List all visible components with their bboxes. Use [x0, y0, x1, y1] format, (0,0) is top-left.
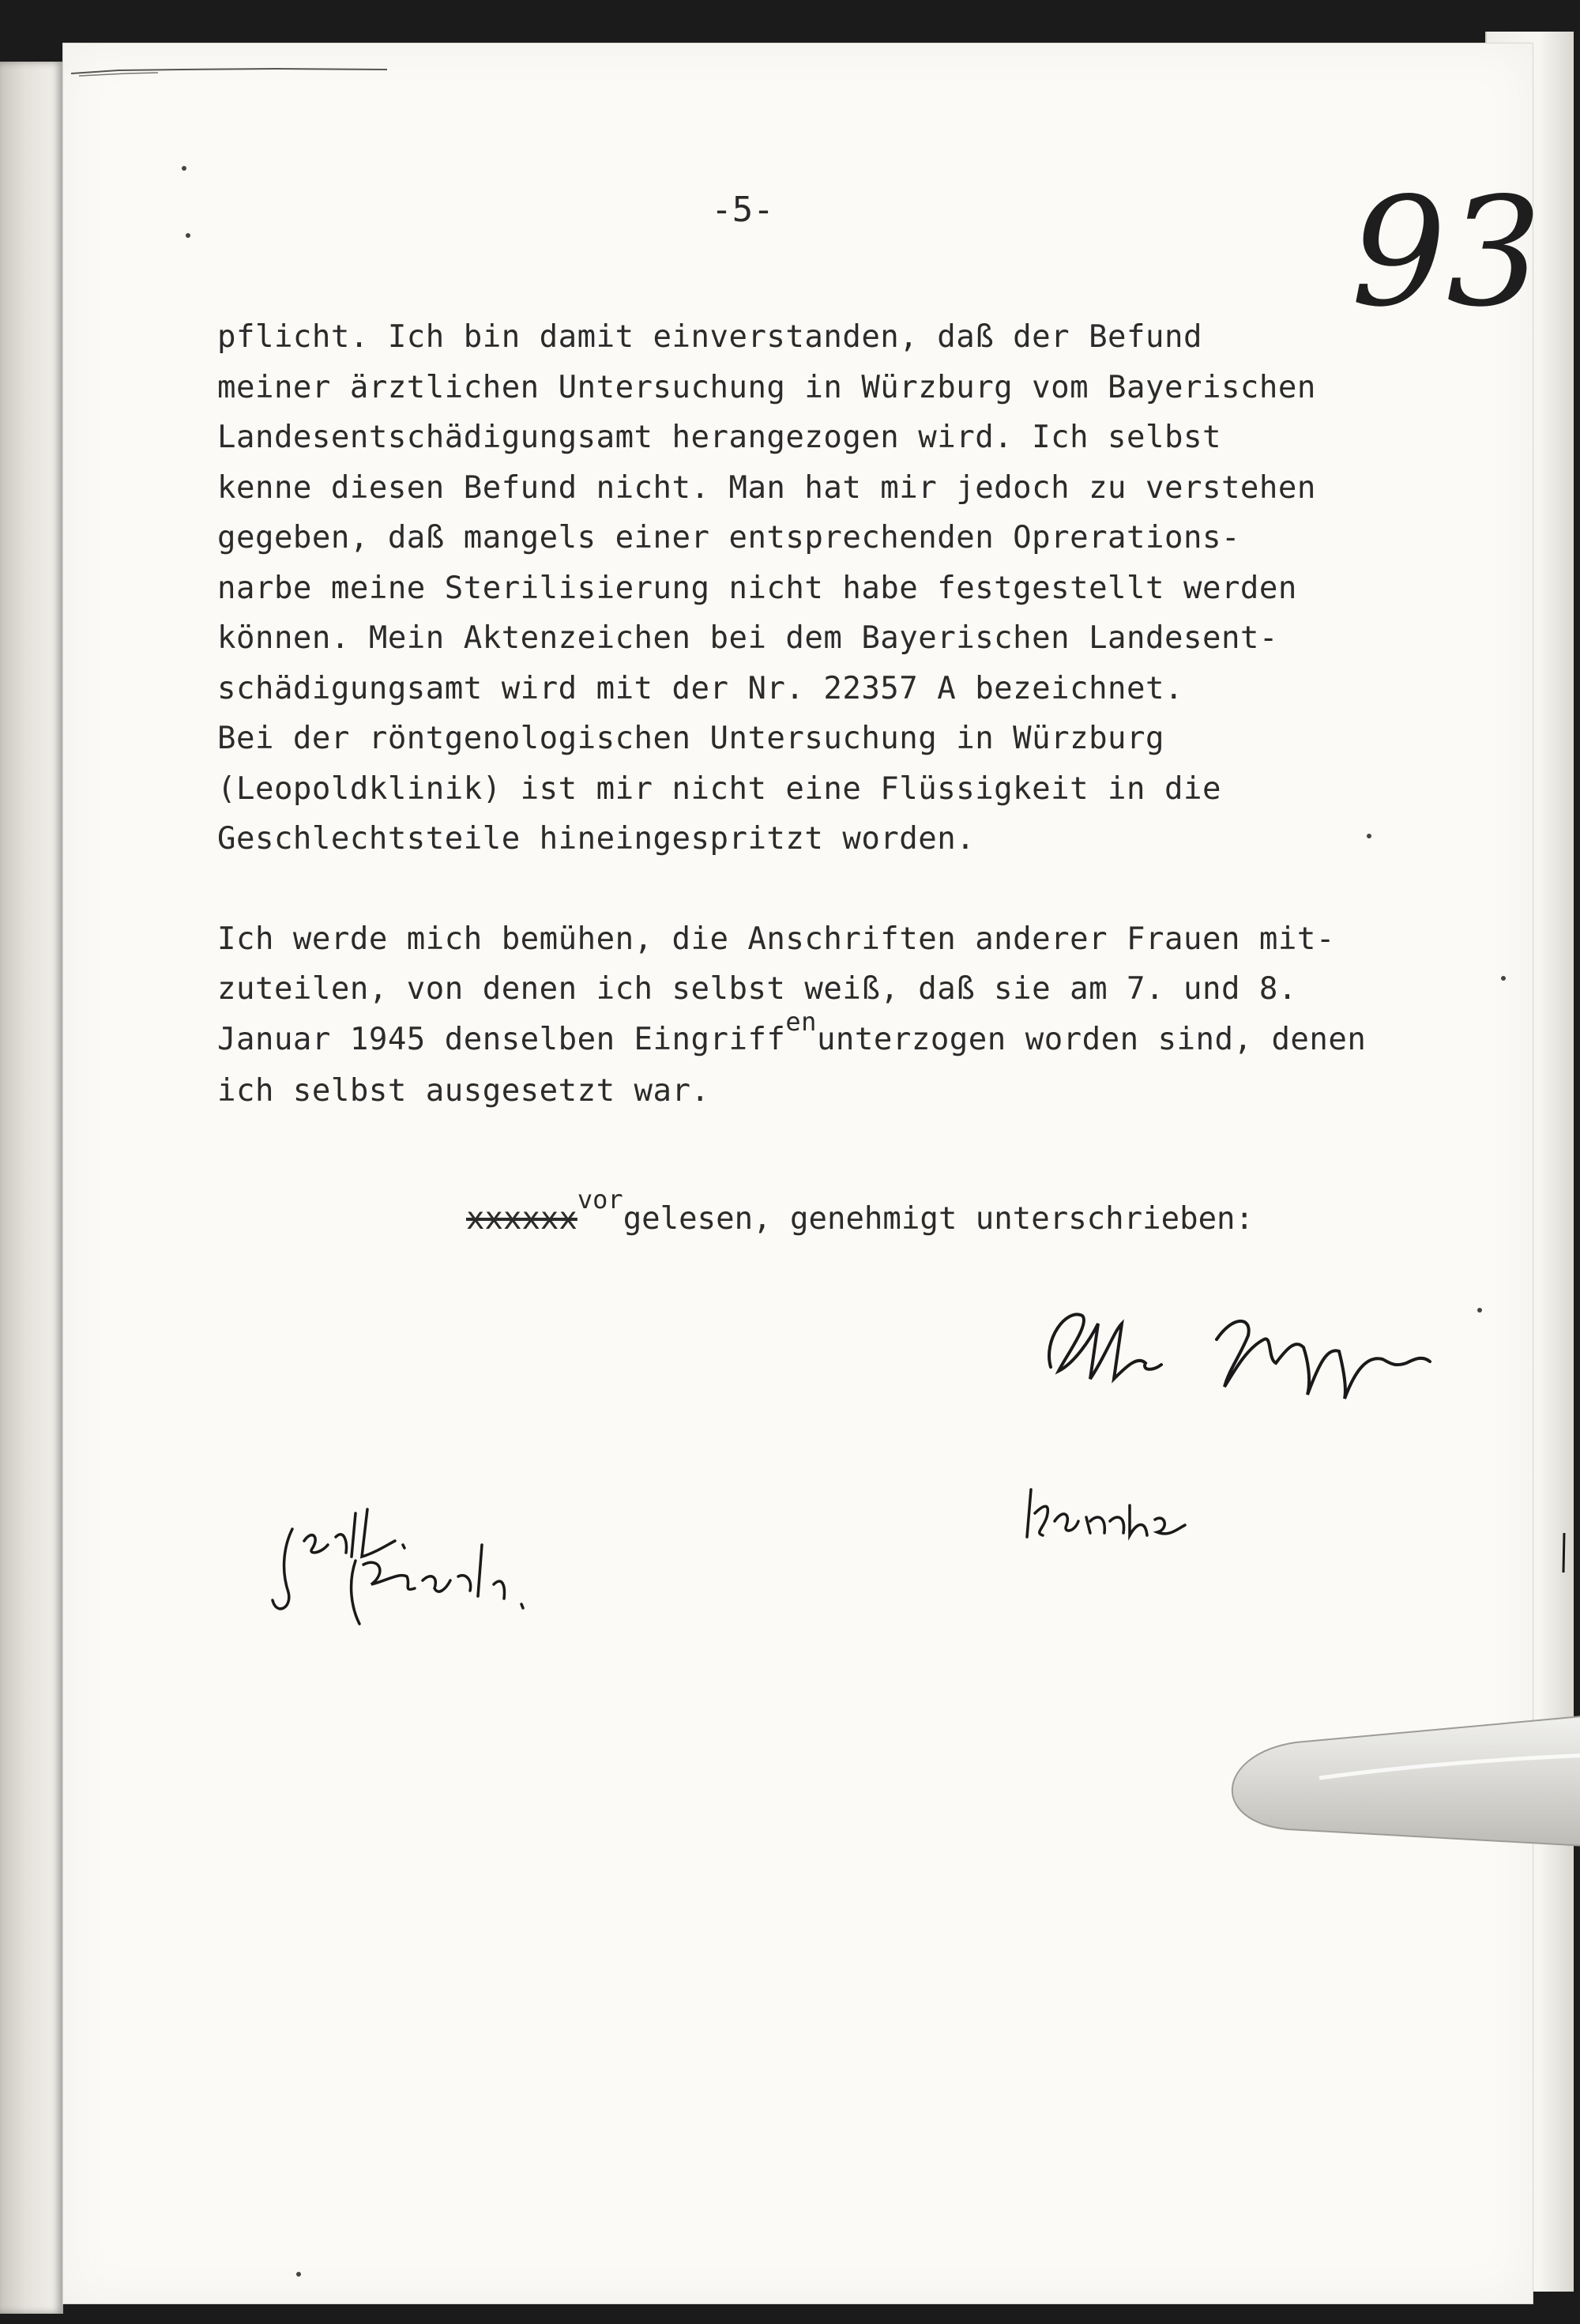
svg-text:93: 93 [1351, 165, 1542, 340]
margin-mark [1556, 1529, 1572, 1584]
text-line: können. Mein Aktenzeichen bei dem Bayerischen Landesent- [217, 620, 1278, 656]
paragraph-gap [217, 864, 1544, 914]
text-fragment: unterzogen worden sind, denen [816, 1021, 1367, 1057]
text-line: meiner ärztlichen Untersuchung in Würzburg vom Bayerischen [217, 369, 1316, 405]
closing-formula [466, 1185, 1255, 1237]
text-line: (Leopoldklinik) ist mir nicht eine Flüssigkeit in die [217, 770, 1221, 807]
text-line: Landesentschädigungsamt herangezogen wird. Ich selbst [217, 420, 1221, 455]
struck-out-word: xxxxxx [466, 1201, 577, 1237]
text-line: gegeben, daß mangels einer entsprechenden Oprerations- [217, 520, 1240, 556]
signature-witness-left [269, 1497, 600, 1632]
typed-insertion: vor [577, 1185, 623, 1215]
dust-speck [1501, 976, 1506, 981]
dust-speck [186, 233, 190, 238]
text-line: pflicht. Ich bin damit einverstanden, daß der Befund [217, 319, 1202, 355]
typed-insertion: en [785, 1006, 817, 1037]
dust-speck [1477, 1308, 1482, 1313]
text-line: ich selbst ausgesetzt war. [217, 1073, 710, 1109]
text-fragment: Januar 1945 denselben Eingriff [217, 1021, 786, 1057]
signature-officer [1019, 1474, 1224, 1553]
dust-speck [296, 2272, 301, 2277]
signature-witness-main [1035, 1292, 1446, 1403]
text-line: Bei der röntgenologischen Untersuchung in Würzburg [217, 721, 1164, 756]
text-line: Ich werde mich bemühen, die Anschriften anderer Frauen mit- [217, 921, 1335, 957]
body-text [217, 312, 1544, 1117]
page-number: -5- [711, 190, 774, 230]
dust-speck [1367, 834, 1371, 838]
text-line: Geschlechtsteile hineingespritzt worden. [217, 821, 976, 857]
text-line: zuteilen, von denen ich selbst weiß, daß sie am 7. und 8. [217, 971, 1297, 1007]
previous-page-edge [0, 62, 63, 2314]
text-line: kenne diesen Befund nicht. Man hat mir jedoch zu verstehen [217, 469, 1316, 506]
dust-speck [182, 166, 186, 171]
text-line: schädigungsamt wird mit der Nr. 22357 A bezeichnet. [217, 670, 1183, 706]
plastic-page-clip [1201, 1711, 1580, 1849]
text-line-with-insertion [217, 1006, 1544, 1067]
text-line: narbe meine Sterilisierung nicht habe festgestellt werden [217, 570, 1297, 606]
closing-text: gelesen, genehmigt unterschrieben: [623, 1201, 1255, 1237]
document-page [63, 43, 1542, 2303]
top-margin-scratch [71, 67, 387, 78]
